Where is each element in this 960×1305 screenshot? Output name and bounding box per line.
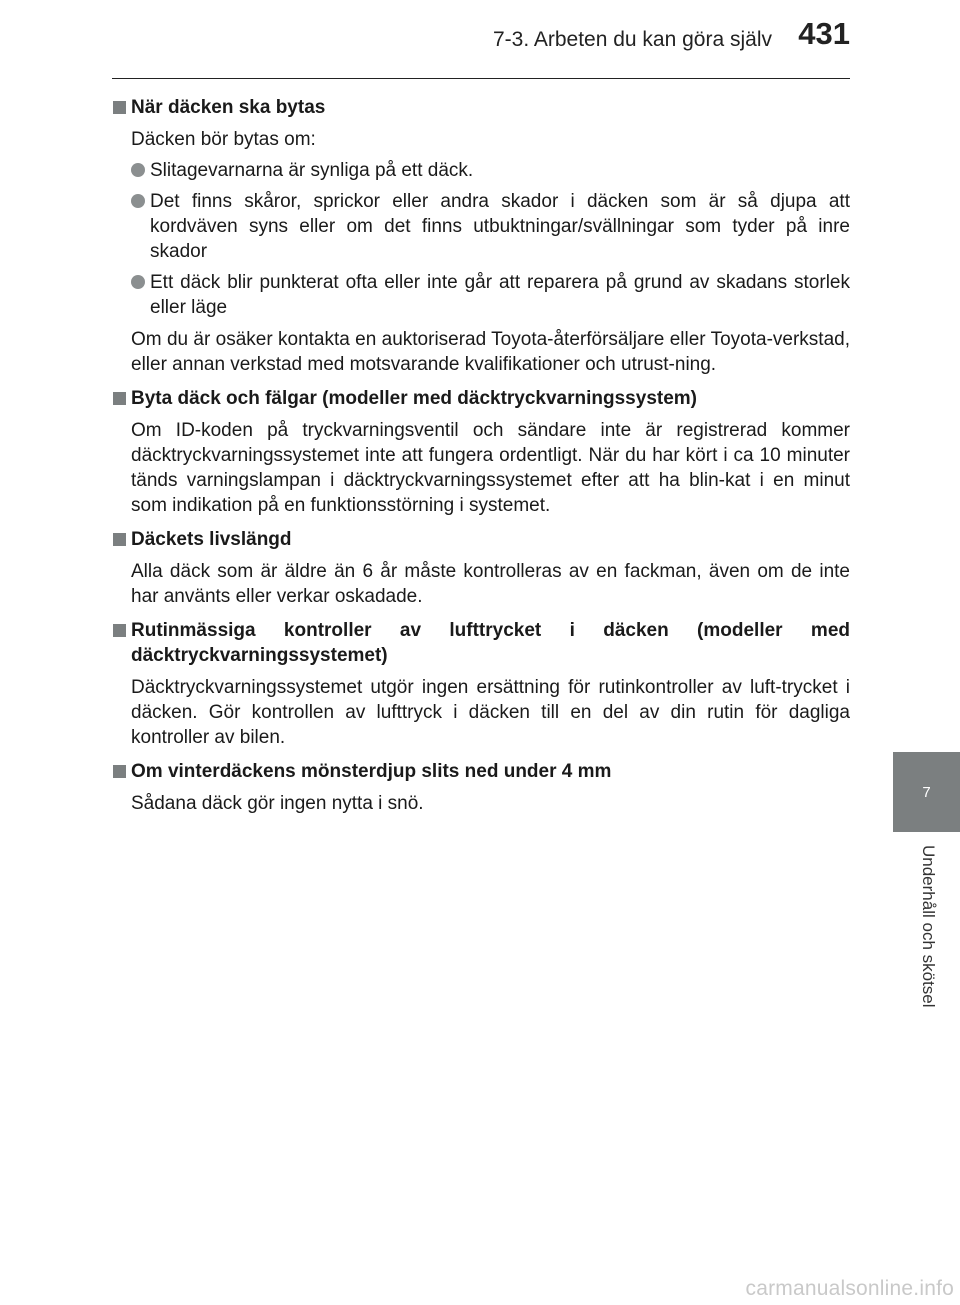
circle-bullet-icon [131,194,145,208]
page-header [112,14,850,79]
square-bullet-icon [113,765,126,778]
list-item: Ett däck blir punkterat ofta eller inte går att reparera på grund av skadans storlek eller läge [131,270,850,320]
chapter-label: Underhåll och skötsel [919,845,938,1008]
section-body: Sådana däck gör ingen nytta i snö. [131,793,424,814]
section-pressure-checks [112,618,850,750]
section-body: Alla däck som är äldre än 6 år måste kontrolleras av en fackman, även om de inte har använts eller verkar oskadade. [131,561,850,607]
section-heading: Däckets livslängd [112,527,850,552]
section-heading: Om vinterdäckens mönsterdjup slits ned under 4 mm [112,759,850,784]
section-tire-wheel-change [112,386,850,518]
section-intro: Däcken bör bytas om: [131,129,316,150]
page-content [112,91,850,825]
section-winter-tread [112,759,850,816]
watermark: carmanualsonline.info [745,1277,954,1300]
section-heading: Rutinmässiga kontroller av lufttrycket i däcken (modeller med däcktryckvarningssystemet) [112,618,850,668]
section-body: Däcktryckvarningssystemet utgör ingen ersättning för rutinkontroller av luft-trycket i däcken. Gör kontrollen av lufttryck i däcken till en del av din rutin för dagliga kontroller av bilen. [131,677,850,748]
chapter-number: 7 [922,783,931,801]
circle-bullet-icon [131,275,145,289]
square-bullet-icon [113,624,126,637]
page-number: 431 [798,16,850,51]
section-tire-lifespan [112,527,850,609]
circle-bullet-icon [131,163,145,177]
section-outro: Om du är osäker kontakta en auktoriserad Toyota-återförsäljare eller Toyota-verkstad, eller annan verkstad med motsvarande kvalifikationer och utrust-ning. [131,329,850,375]
section-heading: När däcken ska bytas [112,95,850,120]
list-item: Det finns skåror, sprickor eller andra skador i däcken som är så djupa att kordväven syns eller om det finns utbuktningar/svällningar som tyder på inre skador [131,189,850,264]
section-title: 7-3. Arbeten du kan göra själv [492,28,772,51]
section-tire-replacement [112,95,850,377]
section-heading: Byta däck och fälgar (modeller med däcktryckvarningssystem) [112,386,850,411]
chapter-tab [893,752,960,832]
section-body: Om ID-koden på tryckvarningsventil och sändare inte är registrerad kommer däcktryckvarningssystemet inte att fungera ordentligt. När du har kört i ca 10 minuter tänds varningslampan i däcktryckvarningssystemet efter att ha blin-kat i en minut som indikation på en funktionsstörning i systemet. [131,420,850,516]
square-bullet-icon [113,101,126,114]
square-bullet-icon [113,533,126,546]
square-bullet-icon [113,392,126,405]
list-item: Slitagevarnarna är synliga på ett däck. [131,158,850,183]
